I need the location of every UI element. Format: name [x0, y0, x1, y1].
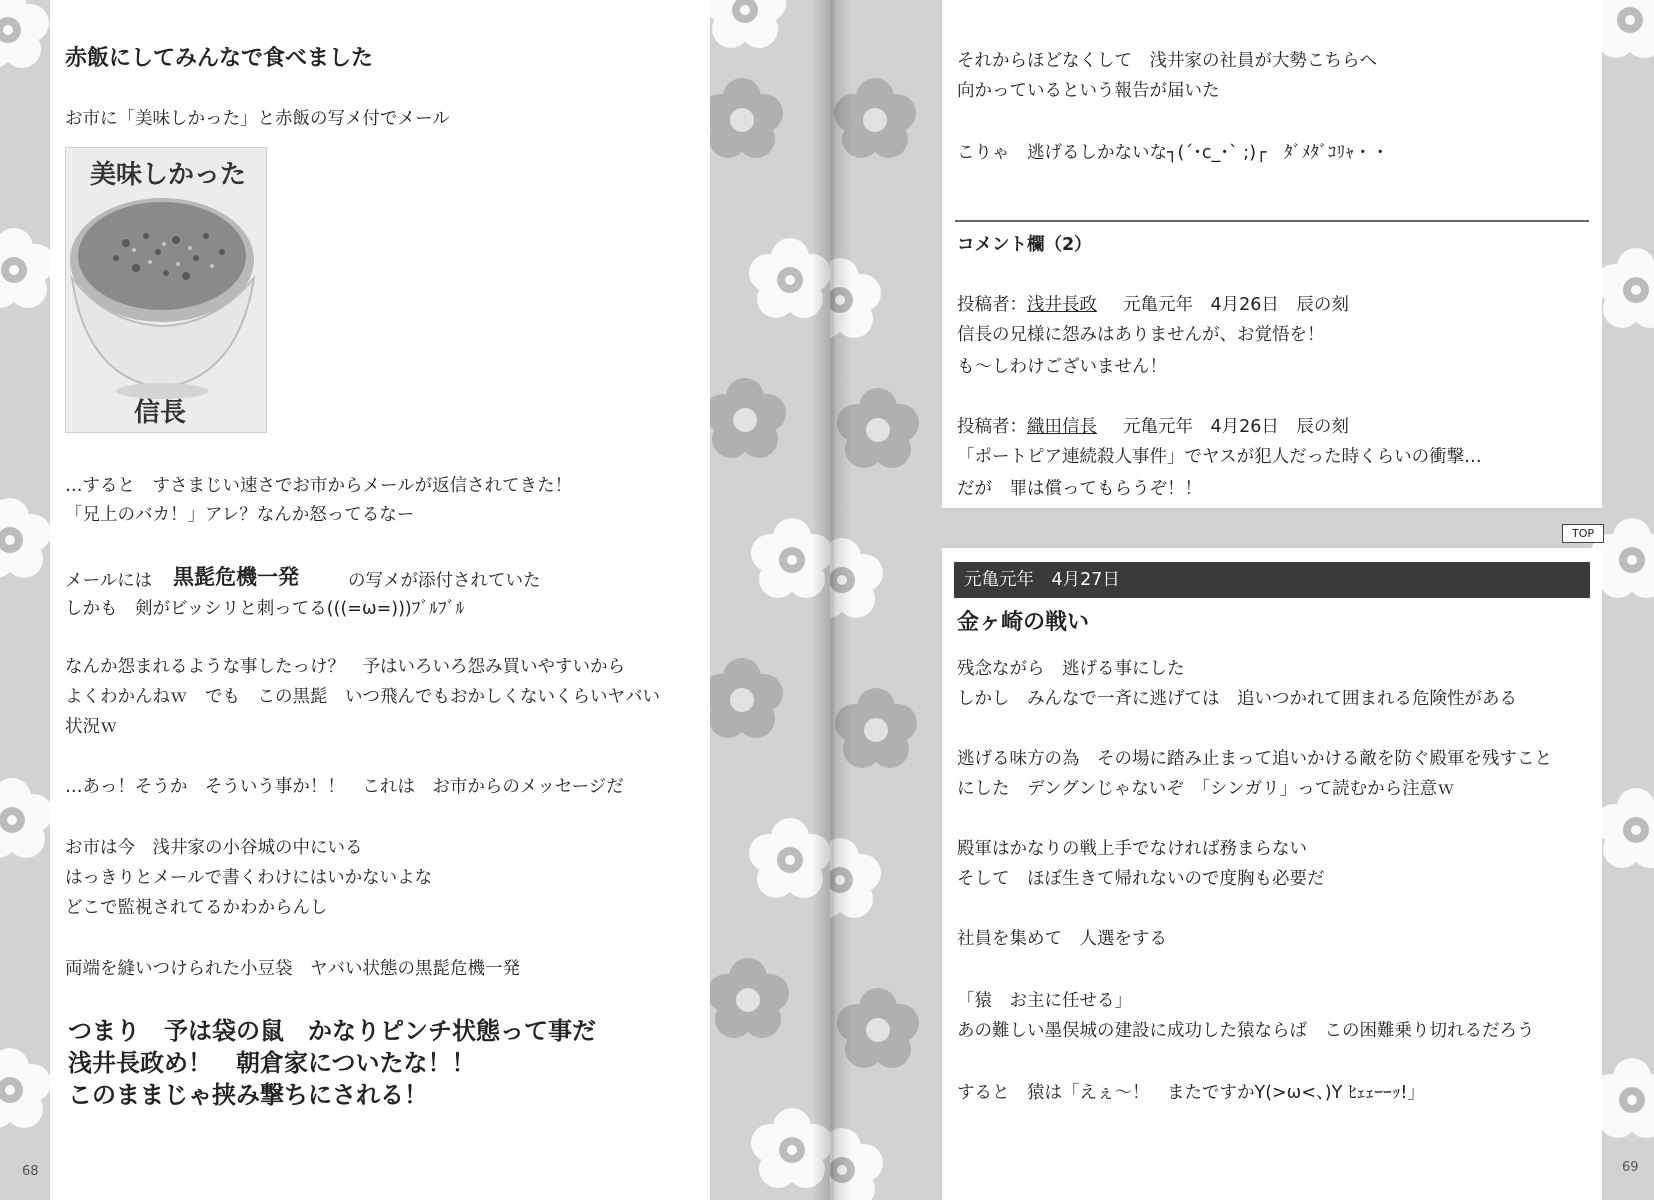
oichi-line-3: どこで監視されてるかわからんし: [65, 898, 328, 918]
comment-1-meta: 元亀元年 4月26日 辰の刻: [1123, 295, 1349, 315]
entry-date-bar: 元亀元年 4月27日: [954, 562, 1590, 598]
bold-line-2: 浅井長政め！ 朝倉家についたな！！: [68, 1049, 476, 1077]
oichi-line-1: お市は今 浅井家の小谷城の中にいる: [65, 838, 363, 858]
comment-2-prefix: 投稿者：: [957, 417, 1027, 437]
mail-suffix: の写メが添付されていた: [348, 571, 541, 591]
book-gutter: [812, 0, 852, 1200]
bold-line-3: このままじゃ挟み撃ちにされる！: [68, 1081, 428, 1109]
retreat-line-2: しかし みんなで一斉に逃げては 追いつかれて囲まれる危険性がある: [957, 689, 1517, 709]
escape-line: こりゃ 逃げるしかないな┐(´･c_･` ;)┌ ﾀﾞﾒﾀﾞｺﾘｬ・・: [957, 143, 1390, 163]
photo-caption-top: 美味しかった: [90, 160, 247, 190]
rearguard-note-2: そして ほぼ生きて帰れないので度胸も必要だ: [957, 869, 1325, 889]
comment-1-line-1: 信長の兄様に怨みはありませんが、お覚悟を！: [957, 325, 1325, 345]
comment-1-prefix: 投稿者：: [957, 295, 1027, 315]
intro-line: お市に「美味しかった」と赤飯の写メ付でメール: [65, 109, 450, 129]
grudge-line-3: 状況ｗ: [65, 717, 118, 737]
realization-line: …あっ！そうか そういう事か！！ これは お市からのメッセージだ: [65, 777, 624, 797]
bold-line-1: つまり 予は袋の鼠 かなりピンチ状態って事だ: [68, 1017, 596, 1045]
report-line-1: それからほどなくして 浅井家の社員が大勢こちらへ: [957, 51, 1377, 71]
comment-1-author-link[interactable]: 浅井長政: [1027, 295, 1097, 315]
comment-1-line-2: も～しわけございません！: [957, 357, 1167, 377]
sword-line: しかも 剣がビッシリと刺ってる(((=ω=)))ﾌﾞﾙﾌﾞﾙ: [65, 599, 465, 619]
rearguard-note-1: 殿軍はかなりの戦上手でなければ務まらない: [957, 839, 1307, 859]
mail-emphasis: 黒髭危機一発: [173, 565, 299, 589]
page-number-left: 68: [22, 1164, 39, 1179]
comment-2-header: [957, 416, 1349, 438]
comment-2-line-1: 「ポートピア連続殺人事件」でヤスが犯人だった時くらいの衝撃…: [957, 447, 1482, 467]
selection-line: 社員を集めて 人選をする: [957, 929, 1167, 949]
saru-reply-line: すると 猿は「えぇ～！ またですかY(>ω<、)Y ﾋｪｪｰｰｯ!」: [957, 1083, 1425, 1103]
comment-2-line-2: だが 罪は償ってもらうぞ！！: [957, 479, 1202, 499]
grudge-line-2: よくわかんねｗ でも この黒髭 いつ飛んでもおかしくないくらいヤバい: [65, 687, 660, 707]
comments-heading: コメント欄（2）: [957, 235, 1092, 255]
comment-1-header: [957, 294, 1349, 316]
rearguard-line-2: にした デングンじゃないぞ 「シンガリ」って読むから注意ｗ: [957, 779, 1455, 799]
reply-line-1: …すると すさまじい速さでお市からメールが返信されてきた！: [65, 476, 573, 496]
entry-title: 赤飯にしてみんなで食べました: [65, 46, 374, 71]
comments-divider: [955, 220, 1589, 222]
saru-line-1: 「猿 お主に任せる」: [957, 991, 1132, 1011]
page-number-right: 69: [1622, 1160, 1639, 1175]
oichi-line-2: はっきりとメールで書くわけにはいかないよな: [65, 868, 433, 888]
top-button[interactable]: TOP: [1562, 524, 1604, 543]
azuki-line: 両端を縫いつけられた小豆袋 ヤバい状態の黒髭危機一発: [65, 959, 520, 979]
grudge-line-1: なんか怨まれるような事したっけ？ 予はいろいろ怨み買いやすいから: [65, 657, 625, 677]
comment-2-author-link[interactable]: 織田信長: [1027, 417, 1097, 437]
rearguard-line-1: 逃げる味方の為 その場に踏み止まって追いかける敵を防ぐ殿軍を残すこと: [957, 749, 1552, 769]
sekihan-photo: [65, 147, 267, 433]
entry-2-title: 金ヶ崎の戦い: [957, 610, 1090, 635]
saru-line-2: あの難しい墨俣城の建設に成功した猿ならば この困難乗り切れるだろう: [957, 1021, 1535, 1041]
reply-line-2: 「兄上のバカ！」アレ？なんか怒ってるなー: [65, 505, 415, 525]
mail-prefix: メールには: [65, 571, 153, 591]
retreat-line-1: 残念ながら 逃げる事にした: [957, 659, 1185, 679]
comment-2-meta: 元亀元年 4月26日 辰の刻: [1123, 417, 1349, 437]
photo-caption-bottom: 信長: [134, 398, 187, 428]
report-line-2: 向かっているという報告が届いた: [957, 81, 1220, 101]
